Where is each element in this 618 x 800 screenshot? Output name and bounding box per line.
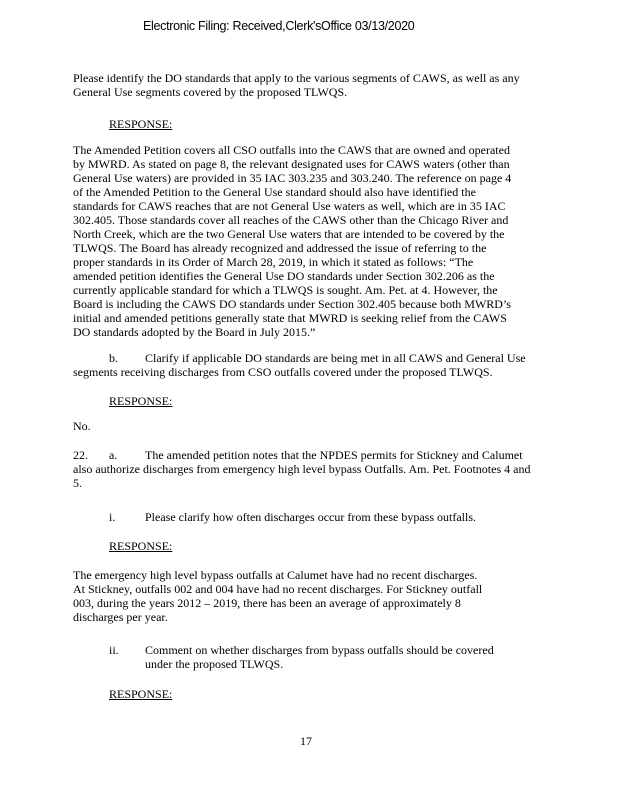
response-line: by MWRD. As stated on page 8, the relevant designated uses for CAWS waters (other than (73, 157, 510, 171)
response-line: standards for CAWS reaches that are not General Use waters as well, which are in 35 IAC (73, 199, 506, 213)
question-line: Please identify the DO standards that apply to the various segments of CAWS, as well as any (73, 71, 520, 85)
response-line: proper standards in its Order of March 28, 2019, in which it stated as follows: “The (73, 255, 474, 269)
response-line: TLWQS. The Board has already recognized and addressed the issue of referring to the (73, 241, 487, 255)
question-22-sub: a. (109, 448, 118, 462)
question-i-label: i. (109, 510, 116, 524)
question-22-line: also authorize discharges from emergency high level bypass Outfalls. Am. Pet. Footnotes 4 and (73, 462, 531, 476)
response-line: The emergency high level bypass outfalls at Calumet have had no recent discharges. (73, 568, 478, 582)
response-line: 302.405. Those standards cover all reaches of the CAWS other than the Chicago River and (73, 213, 509, 227)
response-answer: No. (73, 419, 91, 433)
question-ii-line: Comment on whether discharges from bypass outfalls should be covered (145, 643, 494, 657)
response-line: At Stickney, outfalls 002 and 004 have had no recent discharges. For Stickney outfall (73, 582, 483, 596)
response-heading: RESPONSE: (109, 687, 173, 701)
question-22-line: 5. (73, 476, 82, 490)
question-b-line: segments receiving discharges from CSO outfalls covered under the proposed TLWQS. (73, 365, 493, 379)
response-heading: RESPONSE: (109, 394, 173, 408)
response-line: North Creek, which are the two General Use waters that are intended to be covered by the (73, 227, 505, 241)
response-line: DO standards adopted by the Board in July 2015.” (73, 325, 316, 339)
question-i-text: Please clarify how often discharges occur from these bypass outfalls. (145, 510, 477, 524)
response-line: amended petition identifies the General Use DO standards under Section 302.206 as the (73, 269, 495, 283)
response-line: of the Amended Petition to the General Use standard should also have identified the (73, 185, 476, 199)
question-ii-label: ii. (109, 643, 119, 657)
filing-header: Electronic Filing: Received,Clerk'sOffice 03/13/2020 (143, 19, 415, 33)
response-heading: RESPONSE: (109, 117, 173, 131)
question-line: General Use segments covered by the proposed TLWQS. (73, 85, 348, 99)
response-heading: RESPONSE: (109, 539, 173, 553)
response-line: discharges per year. (73, 610, 168, 624)
page-number: 17 (300, 734, 312, 748)
response-line: General Use waters) are provided in 35 IAC 303.235 and 303.240. The reference on page 4 (73, 171, 512, 185)
question-22-number: 22. (73, 448, 88, 462)
response-line: 003, during the years 2012 – 2019, there has been an average of approximately 8 (73, 596, 461, 610)
question-22-line: The amended petition notes that the NPDES permits for Stickney and Calumet (145, 448, 523, 462)
response-line: The Amended Petition covers all CSO outfalls into the CAWS that are owned and operated (73, 143, 510, 157)
response-line: initial and amended petitions generally state that MWRD is seeking relief from the CAWS (73, 311, 507, 325)
question-ii-line: under the proposed TLWQS. (145, 657, 284, 671)
response-line: currently applicable standard for which a TLWQS is sought. Am. Pet. at 4. However, the (73, 283, 498, 297)
response-line: Board is including the CAWS DO standards under Section 302.405 because both MWRD’s (73, 297, 511, 311)
question-b-line: Clarify if applicable DO standards are being met in all CAWS and General Use (145, 351, 526, 365)
question-b-label: b. (109, 351, 118, 365)
